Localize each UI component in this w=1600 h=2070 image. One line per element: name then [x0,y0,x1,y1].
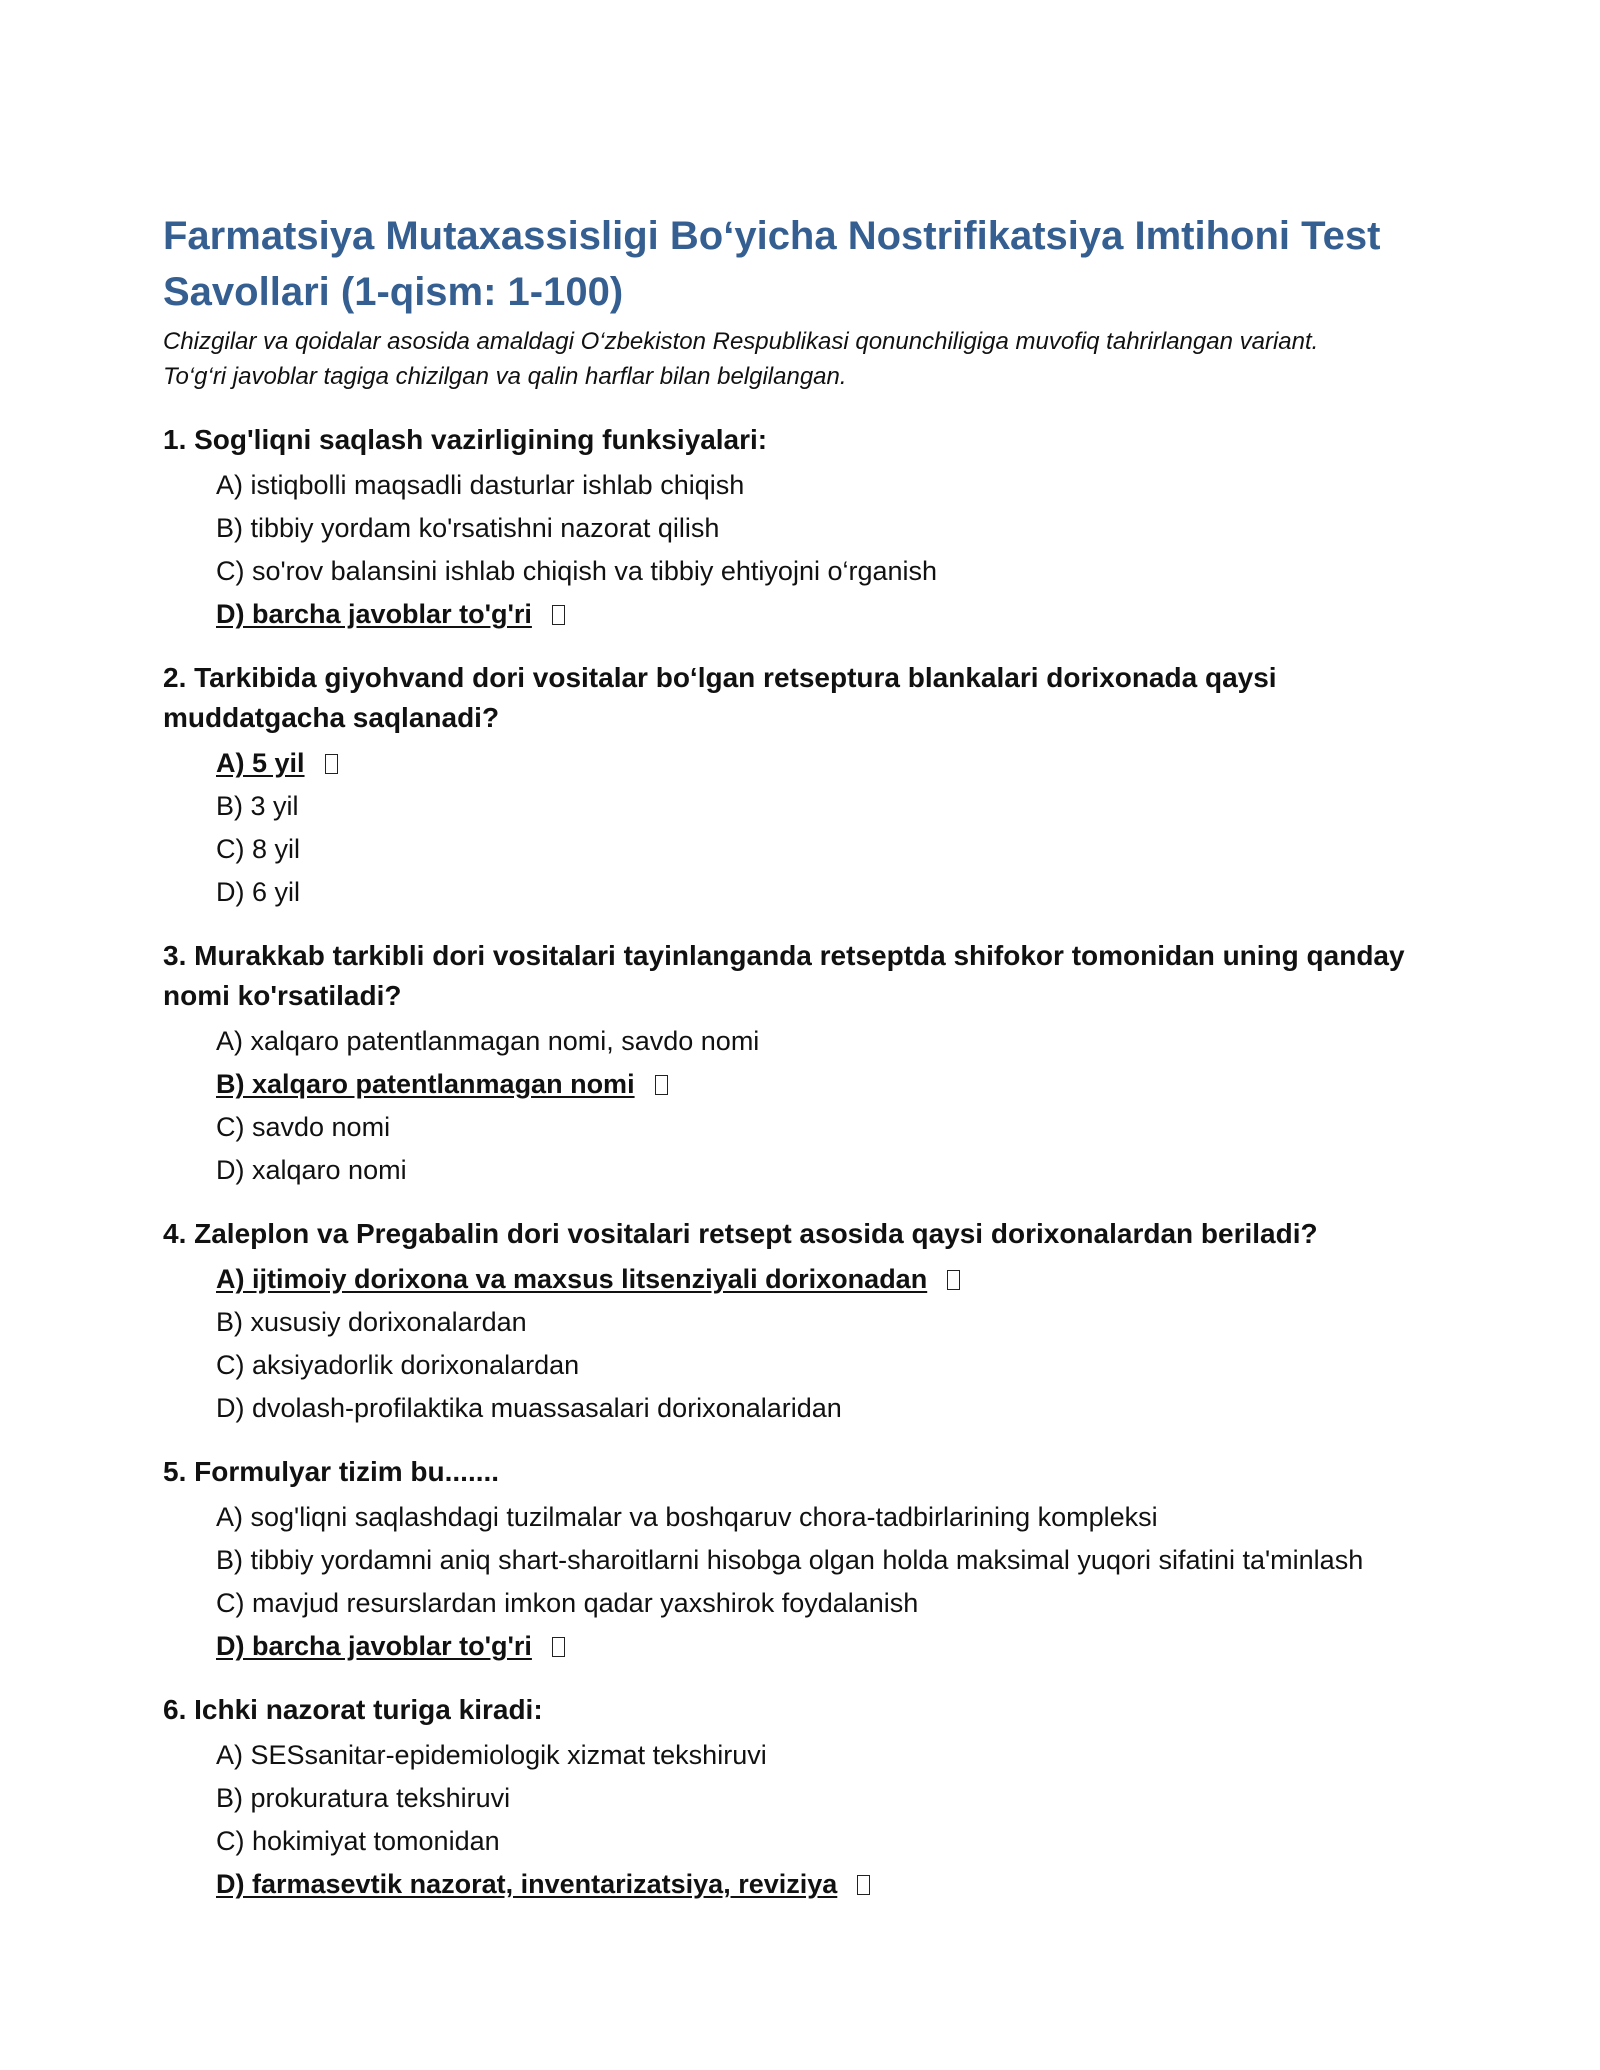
option-text: B) prokuratura tekshiruvi [216,1783,511,1813]
answer-option [216,1301,1463,1344]
option-text: D) farmasevtik nazorat, inventarizatsiya, reviziya [216,1869,838,1899]
question-6 [163,1690,1463,1906]
option-text: C) 8 yil [216,834,301,864]
checkbox-square-icon [552,1637,565,1657]
answer-option [216,464,1463,507]
answer-option [216,1020,1463,1063]
question-title: 3. Murakkab tarkibli dori vositalari tayinlanganda retseptda shifokor tomonidan uning qanday nomi ko'rsatiladi? [163,940,1405,1011]
option-text: A) ijtimoiy dorixona va maxsus litsenziyali dorixonadan [216,1264,928,1294]
correct-answer-option [216,1625,1463,1668]
answer-option [216,1539,1463,1582]
document-subtitle [163,324,1463,394]
correct-answer-option [216,593,1463,636]
answer-option [216,1820,1463,1863]
question-title: 5. Formulyar tizim bu....... [163,1456,500,1487]
question-list [163,420,1463,1906]
answer-option [216,1149,1463,1192]
answer-option [216,1777,1463,1820]
checkbox-square-icon [325,754,338,774]
question-3 [163,936,1463,1192]
answer-option [216,1344,1463,1387]
option-text: A) istiqbolli maqsadli dasturlar ishlab chiqish [216,470,745,500]
question-title: 6. Ichki nazorat turiga kiradi: [163,1694,543,1725]
correct-answer-option [216,742,1463,785]
question-title: 1. Sog'liqni saqlash vazirligining funksiyalari: [163,424,768,455]
option-text: C) savdo nomi [216,1112,391,1142]
correct-answer-option [216,1258,1463,1301]
question-title: 2. Tarkibida giyohvand dori vositalar bo‘lgan retseptura blankalari dorixonada qaysi muddatgacha saqlanadi? [163,662,1277,733]
checkbox-square-icon [655,1075,668,1095]
option-text: A) sog'liqni saqlashdagi tuzilmalar va boshqaruv chora-tadbirlarining kompleksi [216,1502,1158,1532]
question-4 [163,1214,1463,1430]
option-text: B) tibbiy yordam ko'rsatishni nazorat qilish [216,513,720,543]
question-5 [163,1452,1463,1668]
option-text: C) so'rov balansini ishlab chiqish va tibbiy ehtiyojni o‘rganish [216,556,938,586]
checkbox-square-icon [552,605,565,625]
option-text: D) barcha javoblar to'g'ri [216,1631,532,1661]
answer-option [216,1734,1463,1777]
option-text: B) xususiy dorixonalardan [216,1307,527,1337]
answer-option [216,1496,1463,1539]
option-text: B) xalqaro patentlanmagan nomi [216,1069,635,1099]
option-text: B) 3 yil [216,791,299,821]
option-text: D) xalqaro nomi [216,1155,407,1185]
answer-option [216,871,1463,914]
correct-answer-option [216,1063,1463,1106]
question-title: 4. Zaleplon va Pregabalin dori vositalari retsept asosida qaysi dorixonalardan beriladi? [163,1218,1318,1249]
document-page [163,208,1463,1928]
option-text: D) dvolash-profilaktika muassasalari dorixonalaridan [216,1393,842,1423]
option-text: D) 6 yil [216,877,301,907]
answer-option [216,1387,1463,1430]
correct-answer-option [216,1863,1463,1906]
option-text: A) SESsanitar-epidemiologik xizmat tekshiruvi [216,1740,767,1770]
document-title: Farmatsiya Mutaxassisligi Bo‘yicha Nostrifikatsiya Imtihoni Test Savollari (1-qism: 1-100) [163,214,1381,314]
answer-option [216,507,1463,550]
answer-option [216,1582,1463,1625]
answer-option [216,1106,1463,1149]
option-text: C) mavjud resurslardan imkon qadar yaxshirok foydalanish [216,1588,919,1618]
option-text: C) aksiyadorlik dorixonalardan [216,1350,580,1380]
option-text: A) xalqaro patentlanmagan nomi, savdo nomi [216,1026,760,1056]
answer-option [216,828,1463,871]
option-text: A) 5 yil [216,748,305,778]
question-1 [163,420,1463,636]
question-2 [163,658,1463,914]
option-text: C) hokimiyat tomonidan [216,1826,500,1856]
checkbox-square-icon [947,1270,960,1290]
answer-option [216,550,1463,593]
subtitle-line: To‘g‘ri javoblar tagiga chizilgan va qalin harflar bilan belgilangan. [163,363,847,390]
answer-option [216,785,1463,828]
option-text: B) tibbiy yordamni aniq shart-sharoitlarni hisobga olgan holda maksimal yuqori sifatini ta'minlash [216,1545,1364,1575]
subtitle-line: Chizgilar va qoidalar asosida amaldagi O‘zbekiston Respublikasi qonunchiligiga muvofiq tahrirlangan variant. [163,328,1319,355]
option-text: D) barcha javoblar to'g'ri [216,599,532,629]
checkbox-square-icon [857,1875,870,1895]
